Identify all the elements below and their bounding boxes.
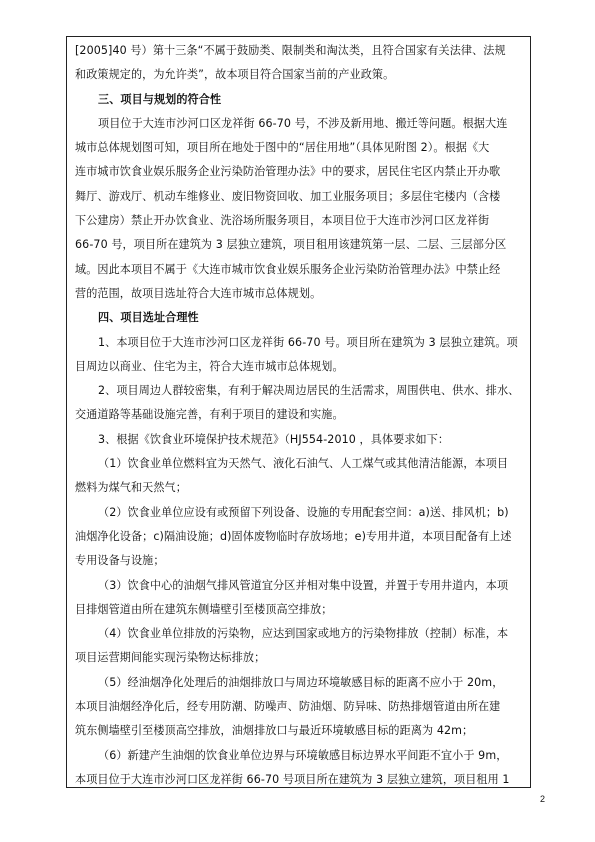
text-line: 域。因此本项目不属于《大连市城市饮食业娱乐服务企业污染防治管理办法》中禁止经 xyxy=(75,262,501,276)
text-line: （3）饮食中心的油烟气排风管道宜分区并相对集中设置，并置于专用井道内，本项 xyxy=(98,578,509,592)
section-heading: 三、项目与规划的符合性 xyxy=(98,92,222,106)
text-line: 连市城市饮食业娱乐服务企业污染防治管理办法》中的要求，居民住宅区内禁止开办歌 xyxy=(75,165,501,179)
text-line: 交通道路等基础设施完善，有利于项目的建设和实施。 xyxy=(75,408,344,422)
text-line: 舞厅、游戏厅、机动车维修业、废旧物资回收、加工业服务项目；多层住宅楼内（含楼 xyxy=(75,189,501,203)
text-line: 营的范围，故项目选址符合大连市城市总体规划。 xyxy=(75,286,322,300)
text-line: 本项目位于大连市沙河口区龙祥街 66-70 号项目所在建筑为 3 层独立建筑，项目租用 1 xyxy=(75,772,510,786)
text-line: （6）新建产生油烟的饮食业单位边界与环境敏感目标边界水平间距不宜小于 9m， xyxy=(98,748,508,762)
document-frame xyxy=(66,36,531,788)
text-line: 3、根据《饮食业环境保护技术规范》（HJ554-2010 ，具体要求如下： xyxy=(98,432,450,446)
text-line: （5）经油烟净化处理后的油烟排放口与周边环境敏感目标的距离不应小于 20m， xyxy=(98,675,504,689)
text-line: 油烟净化设备；c)隔油设施；d)固体废物临时存放场地；e)专用井道，本项目配备有上述 xyxy=(75,529,512,543)
text-line: 2、项目周边人群较密集，有利于解决周边居民的生活需求，周围供电、供水、排水、 xyxy=(98,384,520,398)
text-line: 项目运营期间能实现污染物达标排放； xyxy=(75,651,266,665)
section-heading: 四、项目选址合理性 xyxy=(98,311,199,325)
text-line: 专用设备与设施； xyxy=(75,554,165,568)
text-line: 1、本项目位于大连市沙河口区龙祥街 66-70 号。项目所在建筑为 3 层独立建筑。项 xyxy=(98,335,518,349)
text-line: 项目位于大连市沙河口区龙祥街 66-70 号，不涉及新用地、搬迁等问题。根据大连 xyxy=(98,116,508,130)
text-line: （4）饮食业单位排放的污染物，应达到国家或地方的污染物排放（控制）标准，本 xyxy=(98,627,509,641)
text-line: 66-70 号，项目所在建筑为 3 层独立建筑，项目租用该建筑第一层、二层、三层部分区 xyxy=(75,238,507,252)
text-line: 下公建房）禁止开办饮食业、洗浴场所服务项目，本项目位于大连市沙河口区龙祥街 xyxy=(75,214,490,228)
text-line: 和政策规定的，为允许类”，故本项目符合国家当前的产业政策。 xyxy=(75,68,395,82)
text-line: 城市总体规划图可知，项目所在地处于图中的“居住用地”（具体见附图 2）。根据《大 xyxy=(75,141,490,155)
text-line: [2005]40 号）第十三条“不属于鼓励类、限制类和淘汰类，且符合国家有关法律、法规 xyxy=(75,44,506,57)
text-line: 本项目油烟经净化后，经专用防潮、防噪声、防油烟、防异味、防热排烟管道由所在建 xyxy=(75,700,501,714)
text-line: 目周边以商业、住宅为主，符合大连市城市总体规划。 xyxy=(75,359,344,373)
page-number: 2 xyxy=(539,794,545,804)
text-line: 筑东侧墙壁引至楼顶高空排放，油烟排放口与最近环境敏感目标的距离为 42m； xyxy=(75,724,474,738)
text-line: 燃料为煤气和天然气； xyxy=(75,481,187,495)
text-line: （1）饮食业单位燃料宜为天然气、液化石油气、人工煤气或其他清洁能源，本项目 xyxy=(98,457,509,471)
text-line: 目排烟管道由所在建筑东侧墙壁引至楼顶高空排放； xyxy=(75,602,333,616)
text-line: （2）饮食业单位应设有或预留下列设备、设施的专用配套空间：a)送、排风机；b) xyxy=(98,505,509,519)
